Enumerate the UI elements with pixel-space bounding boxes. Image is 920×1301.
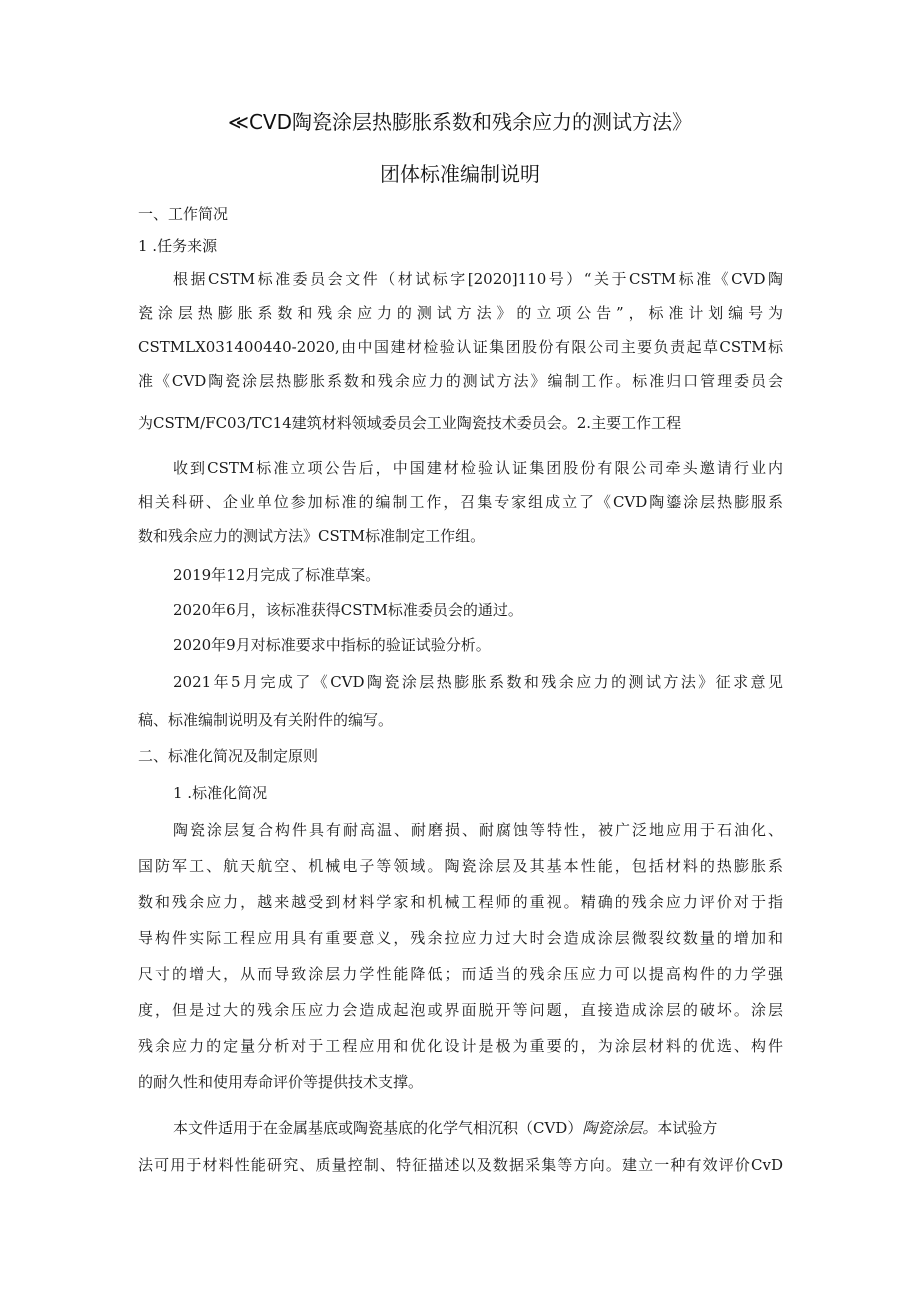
paragraph-line: 数和残余应力，越来越受到材料学家和机械工程师的重视。精确的残余应力评价对于指 <box>138 893 783 911</box>
paragraph-line: 稿、标准编制说明及有关附件的编写。 <box>138 711 394 729</box>
section-heading-2: 二、标准化简况及制定原则 <box>138 747 319 765</box>
italic-text-run: 陶瓷涂层。 <box>582 1119 658 1137</box>
subsection-heading-2-1: 1 .标准化简况 <box>173 784 268 802</box>
document-subtitle: 团体标准编制说明 <box>380 162 540 186</box>
paragraph-line: 度，但是过大的残余压应力会造成起泡或界面脱开等问题，直接造成涂层的破坏。涂层 <box>138 1001 783 1019</box>
paragraph-line: 数和残余应力的测试方法》CSTM标准制定工作组。 <box>138 527 486 545</box>
paragraph-line: 准《CVD陶瓷涂层热膨胀系数和残余应力的测试方法》编制工作。标准归口管理委员会 <box>138 372 783 390</box>
paragraph-line: 陶瓷涂层复合构件具有耐高温、耐磨损、耐腐蚀等特性，被广泛地应用于石油化、 <box>173 821 783 839</box>
paragraph-line: 法可用于材料性能研究、质量控制、特征描述以及数据采集等方向。建立一种有效评价CvD <box>138 1156 783 1174</box>
paragraph-line: 根据CSTM标准委员会文件（材试标字[2020]110号）“关于CSTM标准《CVD陶 <box>173 270 783 288</box>
timeline-item: 2020年9月对标准要求中指标的验证试验分析。 <box>173 636 491 654</box>
paragraph-line: 为CSTM/FC03/TC14建筑材料领域委员会工业陶瓷技术委员会。2.主要工作工程 <box>138 414 682 432</box>
paragraph-line: 的耐久性和使用寿命评价等提供技术支撑。 <box>138 1073 424 1091</box>
paragraph-line: 残余应力的定量分析对于工程应用和优化设计是极为重要的，为涂层材料的优选、构件 <box>138 1037 783 1055</box>
timeline-item: 2019年12月完成了标准草案。 <box>173 566 381 584</box>
paragraph-line-mixed <box>173 1118 783 1138</box>
section-heading-1: 一、工作简况 <box>138 205 229 223</box>
timeline-item: 2020年6月，该标准获得CSTM标准委员会的通过。 <box>173 601 523 619</box>
subsection-heading-1-1: 1 .任务来源 <box>138 237 218 255</box>
text-run: 本试验方 <box>657 1119 718 1137</box>
paragraph-line: 2021年5月完成了《CVD陶瓷涂层热膨胀系数和残余应力的测试方法》征求意见 <box>173 673 783 691</box>
paragraph-line: 收到CSTM标准立项公告后，中国建材检验认证集团股份有限公司牵头邀请行业内 <box>173 459 783 477</box>
text-run: 本文件适用于在金属基底或陶瓷基底的化学气相沉积（CVD） <box>173 1119 583 1137</box>
paragraph-line: 导构件实际工程应用具有重要意义，残余拉应力过大时会造成涂层微裂纹数量的增加和 <box>138 929 783 947</box>
paragraph-line: 瓷涂层热膨胀系数和残余应力的测试方法》的立项公告”，标准计划编号为 <box>138 304 783 322</box>
document-title: ≪CVD陶瓷涂层热膨胀系数和残余应力的测试方法》 <box>228 110 692 134</box>
paragraph-line: 尺寸的增大，从而导致涂层力学性能降低；而适当的残余压应力可以提高构件的力学强 <box>138 965 783 983</box>
paragraph-line: 国防军工、航天航空、机械电子等领域。陶瓷涂层及其基本性能，包括材料的热膨胀系 <box>138 857 783 875</box>
paragraph-line: CSTMLX031400440-2020,由中国建材检验认证集团股份有限公司主要负责起草CSTM标 <box>138 338 783 356</box>
paragraph-line: 相关科研、企业单位参加标准的编制工作，召集专家组成立了《CVD陶鎏涂层热膨服系 <box>138 493 783 511</box>
